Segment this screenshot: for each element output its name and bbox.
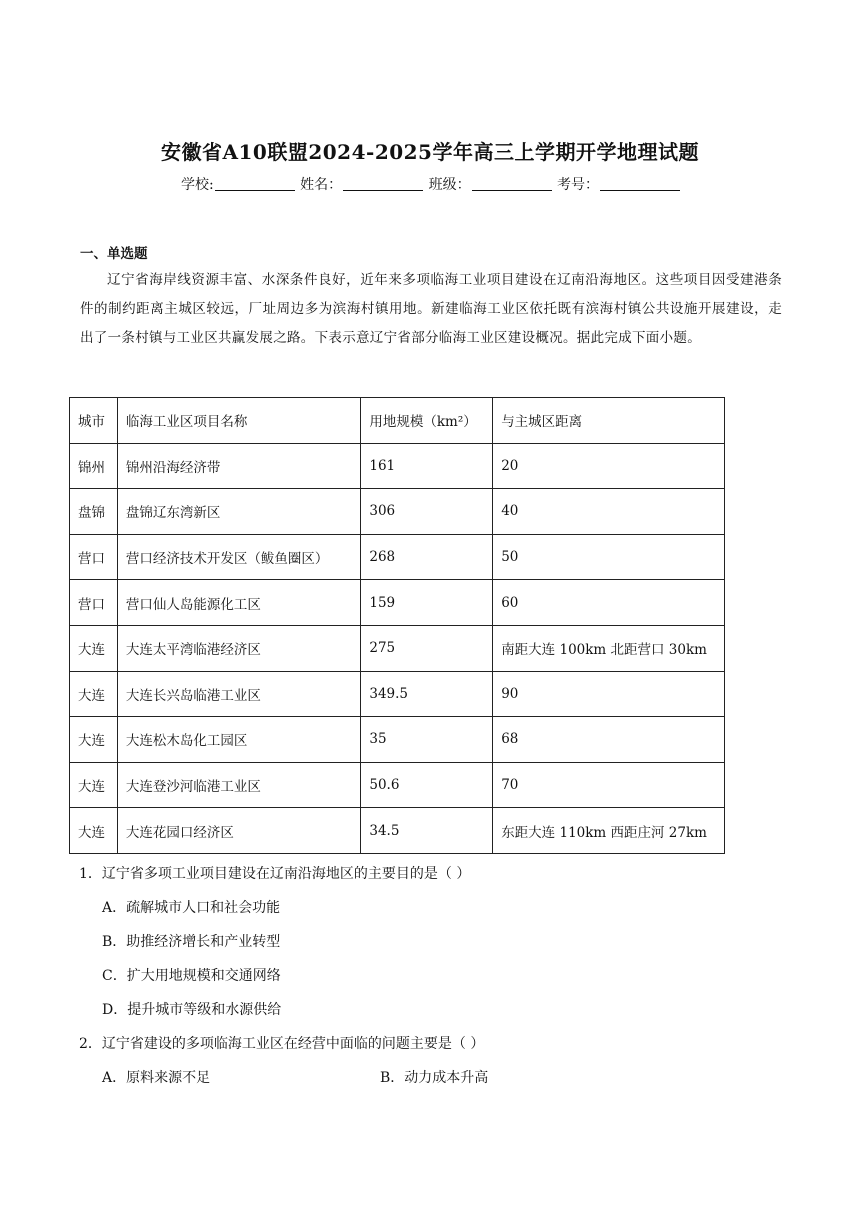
area-cell: 275	[361, 625, 493, 671]
zone-name-cell: 大连花园口经济区	[117, 808, 360, 854]
area-cell: 159	[361, 580, 493, 626]
distance-cell: 东距大连 110km 西距庄河 27km	[493, 808, 725, 854]
exam-number-label: 考号：	[557, 177, 600, 193]
city-cell: 大连	[70, 717, 118, 763]
table-header-row	[70, 398, 725, 444]
distance-cell: 20	[493, 443, 725, 489]
city-cell: 大连	[70, 762, 118, 808]
zone-name-cell: 大连长兴岛临港工业区	[117, 671, 360, 717]
question-1-stem: 1．辽宁省多项工业项目建设在辽南沿海地区的主要目的是（ ）	[79, 866, 471, 882]
city-cell: 盘锦	[70, 489, 118, 535]
name-label: 姓名：	[300, 177, 343, 193]
area-cell: 34.5	[361, 808, 493, 854]
area-cell: 35	[361, 717, 493, 763]
distance-cell: 50	[493, 534, 725, 580]
page-title: 安徽省A10联盟2024-2025学年高三上学期开学地理试题	[161, 140, 699, 164]
question-1-option-b[interactable]: B．助推经济增长和产业转型	[102, 934, 281, 950]
question-2-option-b[interactable]: B．动力成本升高	[380, 1070, 489, 1086]
area-cell: 161	[361, 443, 493, 489]
header-cell: 与主城区距离	[493, 398, 725, 444]
zone-name-cell: 营口仙人岛能源化工区	[117, 580, 360, 626]
city-cell: 营口	[70, 534, 118, 580]
area-cell: 306	[361, 489, 493, 535]
table-row	[70, 489, 725, 535]
reading-passage: 辽宁省海岸线资源丰富、水深条件良好，近年来多项临海工业项目建设在辽南沿海地区。这些项目因受建港条件的制约距离主城区较远，厂址周边多为滨海村镇用地。新建临海工业区依托既有滨海村镇公共设施开展建设，走出了一条村镇与工业区共赢发展之路。下表示意辽宁省部分临海工业区建设概况。据此完成下面小题。	[80, 272, 782, 346]
header-cell: 城市	[70, 398, 118, 444]
question-1-option-a[interactable]: A．疏解城市人口和社会功能	[102, 900, 281, 916]
table-row	[70, 534, 725, 580]
table-row	[70, 580, 725, 626]
header-cell: 用地规模（km²）	[361, 398, 493, 444]
table-row	[70, 717, 725, 763]
distance-cell: 70	[493, 762, 725, 808]
zone-name-cell: 营口经济技术开发区（鲅鱼圈区）	[117, 534, 360, 580]
question-1-option-d[interactable]: D．提升城市等级和水源供给	[102, 1002, 282, 1018]
question-2-stem: 2．辽宁省建设的多项临海工业区在经营中面临的问题主要是（ ）	[79, 1036, 485, 1052]
distance-cell: 68	[493, 717, 725, 763]
table-row	[70, 443, 725, 489]
city-cell: 锦州	[70, 443, 118, 489]
industrial-zone-table	[69, 397, 725, 854]
header-cell: 临海工业区项目名称	[117, 398, 360, 444]
exam-number-blank	[600, 176, 680, 191]
table-row	[70, 671, 725, 717]
school-blank	[215, 176, 295, 191]
distance-cell: 南距大连 100km 北距营口 30km	[493, 625, 725, 671]
question-2-option-a[interactable]: A．原料来源不足	[102, 1070, 211, 1086]
class-blank	[472, 176, 552, 191]
city-cell: 大连	[70, 808, 118, 854]
city-cell: 营口	[70, 580, 118, 626]
school-label: 学校:	[180, 177, 214, 193]
section-title: 一、单选题	[80, 246, 148, 262]
area-cell: 268	[361, 534, 493, 580]
distance-cell: 90	[493, 671, 725, 717]
table-row	[70, 808, 725, 854]
area-cell: 50.6	[361, 762, 493, 808]
zone-name-cell: 锦州沿海经济带	[117, 443, 360, 489]
area-cell: 349.5	[361, 671, 493, 717]
zone-name-cell: 盘锦辽东湾新区	[117, 489, 360, 535]
zone-name-cell: 大连松木岛化工园区	[117, 717, 360, 763]
city-cell: 大连	[70, 671, 118, 717]
zone-name-cell: 大连登沙河临港工业区	[117, 762, 360, 808]
student-info-line	[0, 174, 860, 194]
table-row	[70, 762, 725, 808]
table-row	[70, 625, 725, 671]
distance-cell: 60	[493, 580, 725, 626]
question-1-option-c[interactable]: C．扩大用地规模和交通网络	[102, 968, 281, 984]
class-label: 班级：	[428, 177, 471, 193]
name-blank	[343, 176, 423, 191]
distance-cell: 40	[493, 489, 725, 535]
city-cell: 大连	[70, 625, 118, 671]
zone-name-cell: 大连太平湾临港经济区	[117, 625, 360, 671]
